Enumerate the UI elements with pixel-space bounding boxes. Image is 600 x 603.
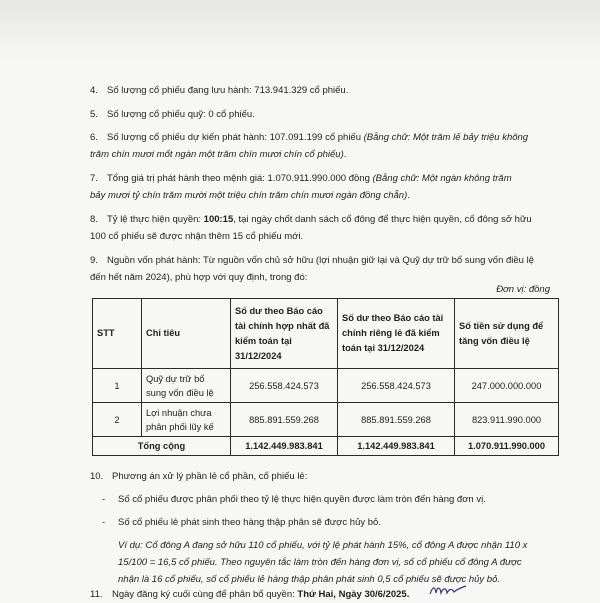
item-text: Số lượng cổ phiếu đang lưu hành: 713.941.329 cổ phiếu.	[107, 85, 349, 96]
example-line: 15/100 = 16,5 cổ phiếu. Theo nguyên tắc làm tròn đến hàng đơn vị, số cổ phiếu cổ đông A được	[118, 557, 522, 568]
header-amount-used: Số tiền sử dụng để tăng vốn điều lệ	[455, 299, 559, 369]
header-stt: STT	[93, 299, 142, 369]
item-4	[90, 82, 348, 99]
cell-v2: 885.891.559.268	[338, 403, 455, 437]
header-consolidated: Số dư theo Báo cáo tài chính hợp nhất đã kiểm toán tại 31/12/2024	[231, 299, 338, 369]
cell-total-v1: 1.142.449.983.841	[231, 437, 338, 456]
item-text: Số lượng cổ phiếu dự kiến phát hành: 107.091.199 cổ phiếu	[107, 132, 364, 143]
bullet-text: Số cổ phiếu lẻ phát sinh theo hàng thập phân sẽ được hủy bỏ.	[118, 517, 381, 528]
item-text: Nguồn vốn phát hành: Từ nguồn vốn chủ sở hữu (lợi nhuận giữ lại và Quỹ dự trữ bổ sung vốn điều lệ	[107, 255, 534, 266]
cell-v3: 247.000.000.000	[455, 369, 559, 403]
table-header-row	[93, 299, 559, 369]
item-6-line1	[90, 129, 528, 146]
item-text: Ngày đăng ký cuối cùng để phân bổ quyền:	[112, 589, 298, 600]
item-number: 10.	[90, 471, 104, 482]
item-11	[90, 586, 409, 603]
item-number: 6.	[90, 132, 98, 143]
bullet-text: Số cổ phiếu được phân phối theo tỷ lệ thực hiện quyền được làm tròn đến hàng đơn vị.	[118, 494, 486, 505]
header-chi-tieu: Chỉ tiêu	[142, 299, 231, 369]
item-text-italic: trăm chín mươi mốt ngàn một trăm chín mươi chín cổ phiếu)	[90, 149, 344, 160]
item-text-italic: (Bằng chữ: Một ngàn không trăm	[372, 173, 512, 184]
item-text: , tại ngày chốt danh sách cổ đông để thực hiện quyền, cổ đông sở hữu	[233, 214, 532, 225]
bullet-dash: -	[102, 517, 106, 528]
unit-label: Đơn vị: đồng	[496, 284, 550, 295]
cell-name: Lợi nhuận chưa phân phối lũy kế	[142, 403, 231, 437]
item-6-line2	[90, 146, 346, 163]
cell-v1: 256.558.424.573	[231, 369, 338, 403]
item-text-italic: (Bằng chữ: Một trăm lẻ bảy triệu không	[363, 132, 529, 143]
item-number: 7.	[90, 173, 98, 184]
header-separate: Số dư theo Báo cáo tài chính riêng lẻ đã kiểm toán tại 31/12/2024	[338, 299, 455, 369]
item-text: Tổng giá trị phát hành theo mệnh giá: 1.070.911.990.000 đồng	[107, 173, 373, 184]
item-number: 9.	[90, 255, 98, 266]
example-line: Ví dụ: Cổ đông A đang sở hữu 110 cổ phiếu, với tỷ lệ phát hành 15%, cổ đông A được nhận 110 x	[118, 540, 528, 551]
item-text: .	[343, 149, 347, 160]
cell-stt: 2	[93, 403, 142, 437]
item-text: Số lượng cổ phiếu quỹ: 0 cổ phiếu.	[107, 109, 255, 120]
item-5	[90, 106, 255, 123]
item-7-line2	[90, 187, 410, 204]
cell-total-v3: 1.070.911.990.000	[455, 437, 559, 456]
item-text: Phương án xử lý phần lẻ cổ phần, cổ phiếu lẻ:	[112, 471, 308, 482]
item-8-line2	[90, 228, 303, 245]
item-number: 8.	[90, 214, 98, 225]
page-shadow	[0, 0, 600, 60]
table-total-row	[93, 437, 559, 456]
item-number: 5.	[90, 109, 98, 120]
cell-total-label: Tổng cộng	[93, 437, 231, 456]
item-number: 4.	[90, 85, 98, 96]
item-10	[90, 468, 307, 485]
cell-total-v2: 1.142.449.983.841	[338, 437, 455, 456]
bullet-dash: -	[102, 494, 106, 505]
item-text: đến hết năm 2024), phù hợp với quy định, trong đó:	[90, 272, 308, 283]
item-text-italic: bảy mươi tỷ chín trăm mười một triệu chín trăm chín mươi ngàn đồng chẵn)	[90, 190, 408, 201]
bullet-item	[102, 491, 486, 508]
cell-stt: 1	[93, 369, 142, 403]
cell-name: Quỹ dự trữ bổ sung vốn điều lệ	[142, 369, 231, 403]
item-9-line1	[90, 252, 534, 269]
cell-v1: 885.891.559.268	[231, 403, 338, 437]
table-row	[93, 369, 559, 403]
item-text-bold: 100:15	[203, 214, 234, 225]
bullet-item	[102, 514, 381, 531]
item-text-bold: Thứ Hai, Ngày 30/6/2025.	[297, 589, 410, 600]
example-line: nhận là 16 cổ phiếu, số cổ phiếu lẻ hàng thập phân phát sinh 0,5 cổ phiếu sẽ được hủy bỏ.	[118, 574, 501, 585]
item-text: 100 cổ phiếu sẽ được nhận thêm 15 cổ phiếu mới.	[90, 231, 304, 242]
item-8-line1	[90, 211, 532, 228]
item-9-line2	[90, 269, 307, 286]
capital-source-table	[92, 298, 559, 456]
handwritten-initials-mark	[428, 582, 468, 598]
item-7-line1	[90, 170, 512, 187]
item-text: .	[407, 190, 410, 201]
item-text: Tỷ lệ thực hiện quyền:	[107, 214, 204, 225]
table-row	[93, 403, 559, 437]
cell-v3: 823.911.990.000	[455, 403, 559, 437]
item-number: 11.	[90, 589, 103, 600]
cell-v2: 256.558.424.573	[338, 369, 455, 403]
